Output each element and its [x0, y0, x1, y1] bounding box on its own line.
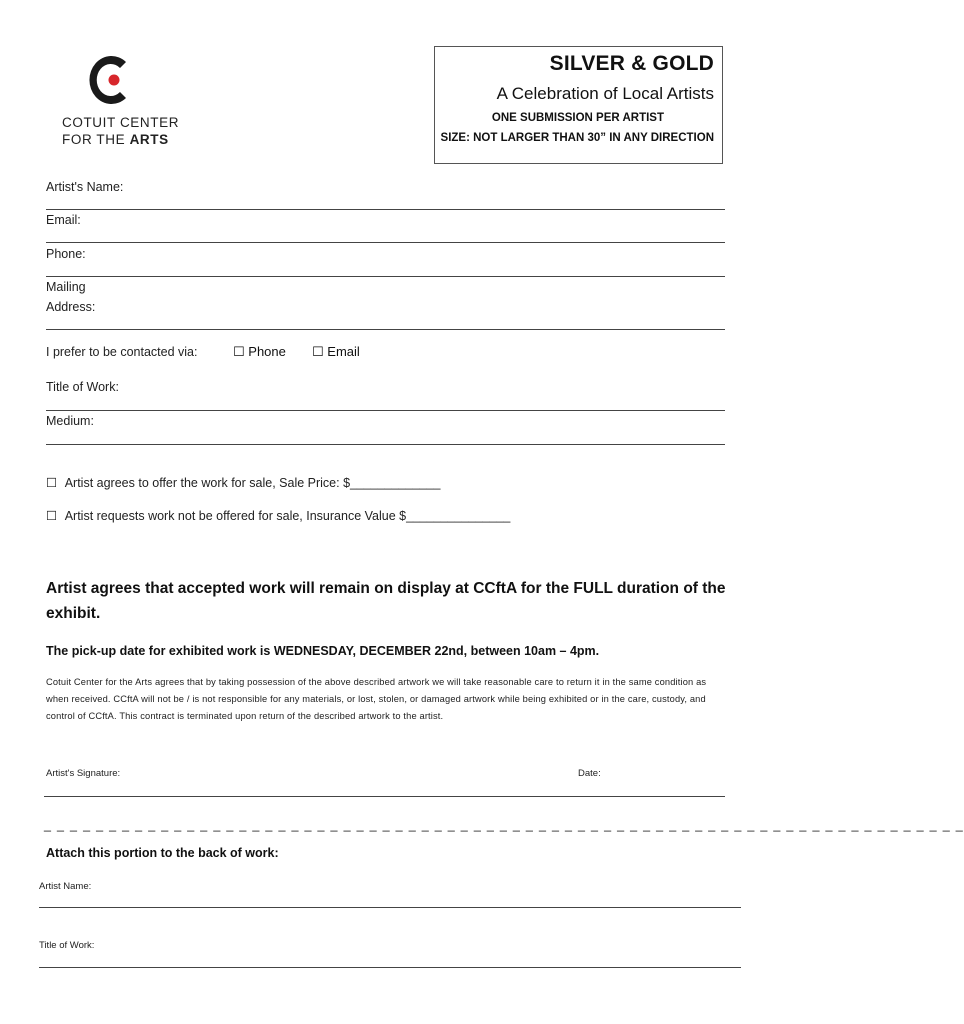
title-of-work-field[interactable] [46, 410, 725, 411]
contact-email-option[interactable] [312, 344, 360, 360]
mailing-address-field[interactable] [46, 329, 725, 330]
exhibit-title: SILVER & GOLD [549, 52, 714, 75]
tearoff-title-label: Title of Work: [39, 940, 95, 951]
phone-label: Phone: [46, 247, 86, 261]
date-label: Date: [578, 768, 601, 779]
signature-label: Artist's Signature: [46, 768, 121, 779]
contact-pref-label: I prefer to be contacted via: [46, 345, 198, 359]
exhibit-subtitle: A Celebration of Local Artists [496, 84, 714, 103]
not-for-sale-label: Artist requests work not be offered for sale, Insurance Value $_______________ [64, 509, 511, 523]
title-of-work-label: Title of Work: [46, 380, 119, 394]
submission-rule: ONE SUBMISSION PER ARTIST [491, 112, 664, 124]
exhibit-header-box [434, 46, 723, 164]
medium-field[interactable] [46, 444, 725, 445]
contact-phone-label: Phone [248, 344, 286, 359]
size-rule: SIZE: NOT LARGER THAN 30” IN ANY DIRECTION [440, 132, 714, 144]
contact-phone-option[interactable] [233, 344, 286, 360]
artist-name-label: Artist's Name: [46, 180, 124, 194]
mailing-label-line1: Mailing [46, 280, 86, 294]
logo-line1: COTUIT CENTER [62, 115, 180, 130]
artist-name-field[interactable] [46, 209, 725, 210]
phone-field[interactable] [46, 276, 725, 277]
not-for-sale-option[interactable] [46, 508, 510, 523]
logo-line2: FOR THE ARTS [62, 132, 169, 147]
mailing-label-line2: Address: [46, 300, 96, 314]
cotuit-logo [62, 52, 182, 152]
tearoff-title-field[interactable] [39, 967, 741, 968]
checkbox-icon[interactable]: ☐ [46, 476, 58, 490]
checkbox-icon[interactable]: ☐ [233, 344, 245, 359]
email-label: Email: [46, 213, 81, 227]
email-field[interactable] [46, 242, 725, 243]
signature-field[interactable] [44, 796, 725, 797]
tear-off-line: _ _ _ _ _ _ _ _ _ _ _ _ _ _ _ _ _ _ _ _ _ _ _ _ _ _ _ _ _ _ _ _ _ _ _ _ _ _ _ _ _ _ _ _ _ _ _ _ _ _ _ _ _ _ _ _ _ _ _ _ _ _ _ _ _ _ _ _ _ _ _ [44, 818, 964, 832]
display-terms: Artist agrees that accepted work will remain on display at CCftA for the FULL duration of the exhibit. [46, 580, 726, 622]
checkbox-icon[interactable]: ☐ [46, 509, 58, 523]
tearoff-artist-name-label: Artist Name: [39, 881, 92, 892]
checkbox-icon[interactable]: ☐ [312, 344, 324, 359]
logo-wordmark [62, 114, 179, 148]
liability-terms: Cotuit Center for the Arts agrees that by taking possession of the above described artwork we will take reasonable care to return it in the same condition as when received. CCftA will not be / is not responsible for any materials, or lost, stolen, or damaged artwork while being exhibited or in the care, custody, and control of CCftA. This contract is terminated upon return of the described artwork to the artist. [46, 677, 707, 721]
tearoff-artist-name-field[interactable] [39, 907, 741, 908]
cotuit-c-logo-icon [86, 52, 132, 108]
medium-label: Medium: [46, 414, 94, 428]
for-sale-option[interactable] [46, 475, 440, 490]
for-sale-label: Artist agrees to offer the work for sale, Sale Price: $_____________ [64, 476, 441, 490]
contact-email-label: Email [327, 344, 360, 359]
pickup-date-notice: The pick-up date for exhibited work is WEDNESDAY, DECEMBER 22nd, between 10am – 4pm. [46, 644, 600, 658]
attach-instruction: Attach this portion to the back of work: [46, 846, 279, 860]
